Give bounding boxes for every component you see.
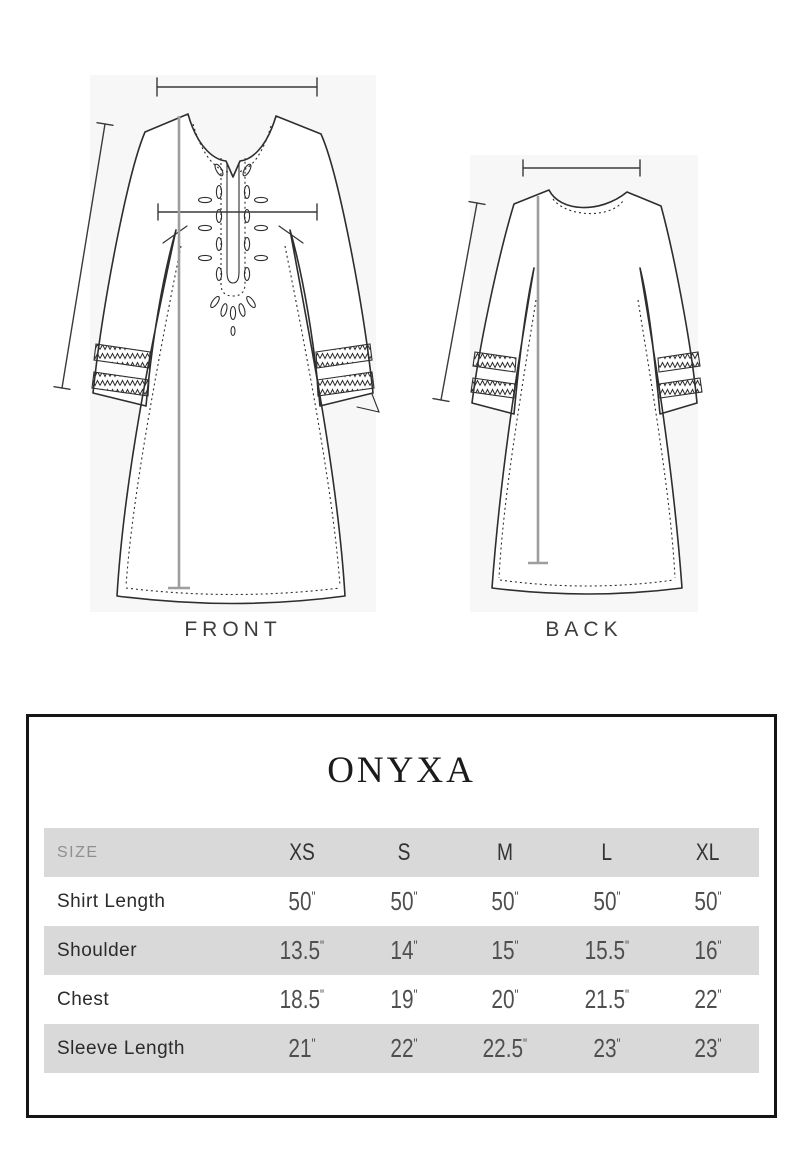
front-garment-drawing: [92, 114, 379, 604]
size-header-xs: XS: [289, 838, 315, 866]
measurement-row: [44, 975, 759, 1024]
measurement-label: Shoulder: [57, 939, 138, 961]
measurement-value: 15.5": [584, 935, 629, 965]
size-header-xl: XL: [696, 838, 720, 866]
front-view-label: FRONT: [184, 618, 282, 641]
measurement-value: 50": [593, 886, 621, 916]
measurement-row: [44, 877, 759, 926]
size-header-s: S: [397, 838, 411, 866]
measurement-value: 14": [390, 935, 418, 965]
size-table: [44, 828, 759, 1073]
size-header-l: L: [601, 838, 612, 866]
measurement-value: 21.5": [584, 984, 629, 1014]
back-view-label: BACK: [545, 618, 623, 641]
back-garment-drawing: [471, 190, 702, 594]
measurement-value: 50": [491, 886, 519, 916]
measurement-value: 23": [694, 1033, 722, 1063]
measurement-value: 22.5": [482, 1033, 528, 1063]
size-chart-box: [26, 714, 777, 1118]
measurement-value: 50": [694, 886, 722, 916]
measurement-value: 22": [694, 984, 722, 1014]
measurement-value: 15": [491, 935, 519, 965]
measurement-label: Sleeve Length: [57, 1037, 185, 1059]
measurement-value: 20": [491, 984, 519, 1014]
measurement-label: Chest: [57, 988, 110, 1010]
size-header-m: M: [497, 838, 514, 866]
measurement-value: 23": [593, 1033, 621, 1063]
size-table-header-row: [44, 828, 759, 877]
size-column-header: SIZE: [57, 843, 99, 861]
measurement-value: 50": [288, 886, 316, 916]
measurement-value: 21": [288, 1033, 316, 1063]
measurement-label: Shirt Length: [57, 890, 166, 912]
measurement-value: 13.5": [279, 935, 325, 965]
measurement-value: 50": [390, 886, 418, 916]
measurement-row: [44, 1024, 759, 1073]
measurement-row: [44, 926, 759, 975]
measurement-value: 19": [390, 984, 418, 1014]
measurement-value: 22": [390, 1033, 418, 1063]
size-chart-title: ONYXA: [327, 750, 476, 791]
measurement-value: 16": [694, 935, 722, 965]
measurement-value: 18.5": [279, 984, 325, 1014]
